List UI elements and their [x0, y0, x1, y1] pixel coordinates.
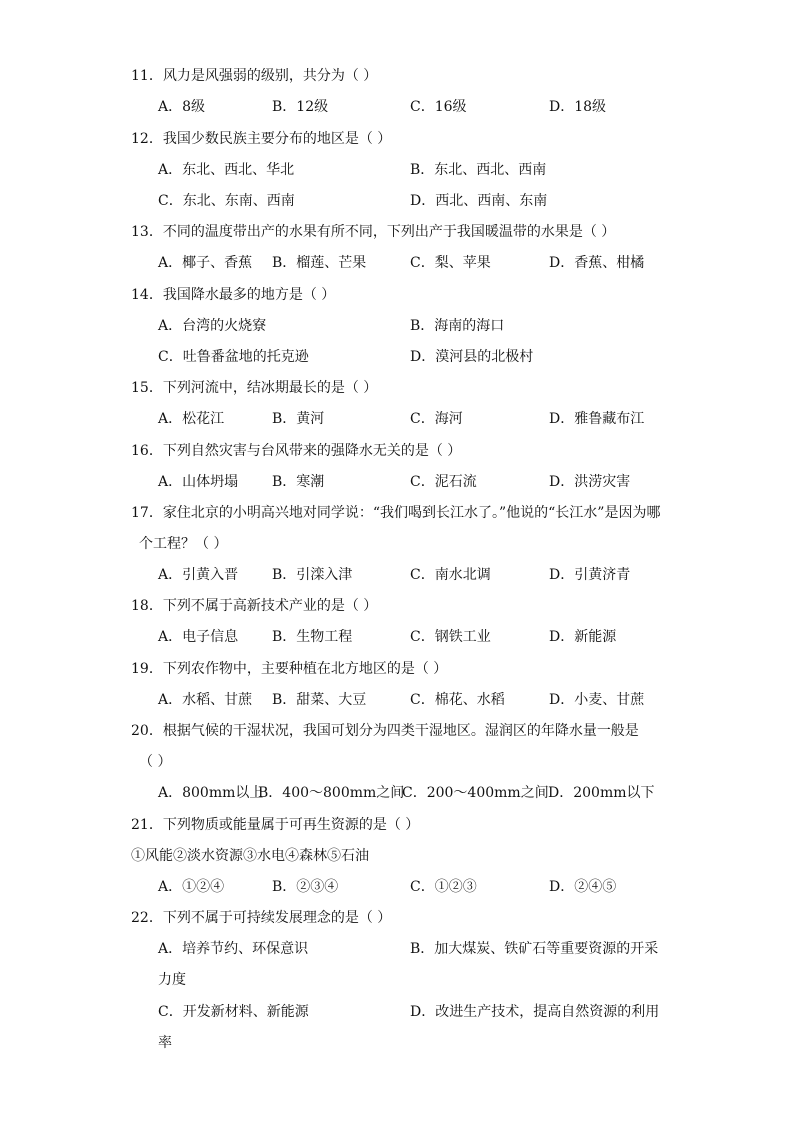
question-20-option-d: D．200mm以下 [548, 785, 655, 801]
question-21-option-d: D．②④⑤ [549, 879, 617, 895]
question-15-option-c: C．海河 [410, 411, 463, 427]
question-20-option-c: C．200～400mm之间 [402, 785, 549, 801]
question-11-option-d: D．18级 [549, 99, 607, 115]
question-16-option-a: A．山体坍塌 [158, 474, 239, 490]
question-22-option-c: C．开发新材料、新能源 [158, 1004, 309, 1020]
question-22-stem: 22．下列不属于可持续发展理念的是（ ） [131, 910, 392, 926]
question-19-option-d: D．小麦、甘蔗 [549, 692, 645, 708]
question-16-stem: 16．下列自然灾害与台风带来的强降水无关的是（ ） [131, 443, 462, 459]
question-21-option-b: B．②③④ [272, 879, 339, 895]
question-18-option-d: D．新能源 [549, 629, 617, 645]
question-12-option-c: C．东北、东南、西南 [158, 193, 295, 209]
question-11-stem: 11．风力是风强弱的级别，共分为（ ） [131, 68, 378, 84]
question-22-option-b-continued: 力度 [158, 972, 186, 988]
question-17-option-a: A．引黄入晋 [158, 567, 239, 583]
question-20-option-a: A．800mm以上 [158, 785, 264, 801]
question-21-option-c: C．①②③ [410, 879, 477, 895]
question-11-option-c: C．16级 [410, 99, 467, 115]
question-19-option-b: B．甜菜、大豆 [272, 692, 367, 708]
question-17-option-c: C．南水北调 [410, 567, 491, 583]
question-12-stem: 12．我国少数民族主要分布的地区是（ ） [131, 131, 392, 147]
question-16-option-d: D．洪涝灾害 [549, 474, 631, 490]
question-13-option-b: B．榴莲、芒果 [272, 255, 367, 271]
question-17-stem-continued: 个工程？（ ） [139, 536, 228, 552]
question-13-option-a: A．椰子、香蕉 [158, 255, 253, 271]
question-18-option-a: A．电子信息 [158, 629, 239, 645]
question-18-option-c: C．钢铁工业 [410, 629, 491, 645]
question-15-stem: 15．下列河流中，结冰期最长的是（ ） [131, 380, 378, 396]
question-17-stem: 17．家住北京的小明高兴地对同学说：“我们喝到长江水了。”他说的“长江水”是因为哪 [131, 505, 661, 521]
question-18-stem: 18．下列不属于高新技术产业的是（ ） [131, 598, 378, 614]
question-19-stem: 19．下列农作物中，主要种植在北方地区的是（ ） [131, 661, 448, 677]
question-13-option-c: C．梨、苹果 [410, 255, 491, 271]
question-20-option-b: B．400～800mm之间 [258, 785, 405, 801]
question-21-stem: 21．下列物质或能量属于可再生资源的是（ ） [131, 817, 420, 833]
question-17-option-b: B．引滦入津 [272, 567, 353, 583]
question-13-option-d: D．香蕉、柑橘 [549, 255, 645, 271]
question-14-option-a: A．台湾的火烧寮 [158, 318, 267, 334]
question-17-option-d: D．引黄济青 [549, 567, 631, 583]
question-16-option-b: B．寒潮 [272, 474, 325, 490]
question-13-stem: 13．不同的温度带出产的水果有所不同，下列出产于我国暖温带的水果是（ ） [131, 224, 616, 240]
question-12-option-b: B．东北、西北、西南 [410, 162, 547, 178]
question-22-option-b: B．加大煤炭、铁矿石等重要资源的开采 [410, 941, 659, 957]
question-21-items: ①风能②淡水资源③水电④森林⑤石油 [131, 848, 369, 864]
question-18-option-b: B．生物工程 [272, 629, 353, 645]
question-22-option-d: D．改进生产技术，提高自然资源的利用 [410, 1004, 660, 1020]
question-22-option-a: A．培养节约、环保意识 [158, 941, 309, 957]
question-14-option-c: C．吐鲁番盆地的托克逊 [158, 349, 309, 365]
question-21-option-a: A．①②④ [158, 879, 225, 895]
question-14-option-b: B．海南的海口 [410, 318, 505, 334]
question-19-option-c: C．棉花、水稻 [410, 692, 505, 708]
question-12-option-a: A．东北、西北、华北 [158, 162, 295, 178]
question-14-option-d: D．漠河县的北极村 [410, 349, 534, 365]
question-16-option-c: C．泥石流 [410, 474, 477, 490]
question-14-stem: 14．我国降水最多的地方是（ ） [131, 287, 336, 303]
question-20-stem-continued: （ ） [139, 754, 172, 770]
question-19-option-a: A．水稻、甘蔗 [158, 692, 253, 708]
question-12-option-d: D．西北、西南、东南 [410, 193, 548, 209]
question-15-option-a: A．松花江 [158, 411, 225, 427]
question-11-option-a: A．8级 [158, 99, 206, 115]
question-11-option-b: B．12级 [272, 99, 329, 115]
question-15-option-d: D．雅鲁藏布江 [549, 411, 645, 427]
question-15-option-b: B．黄河 [272, 411, 325, 427]
question-22-option-d-continued: 率 [158, 1035, 172, 1051]
question-20-stem: 20．根据气候的干湿状况，我国可划分为四类干湿地区。湿润区的年降水量一般是 [131, 723, 639, 739]
